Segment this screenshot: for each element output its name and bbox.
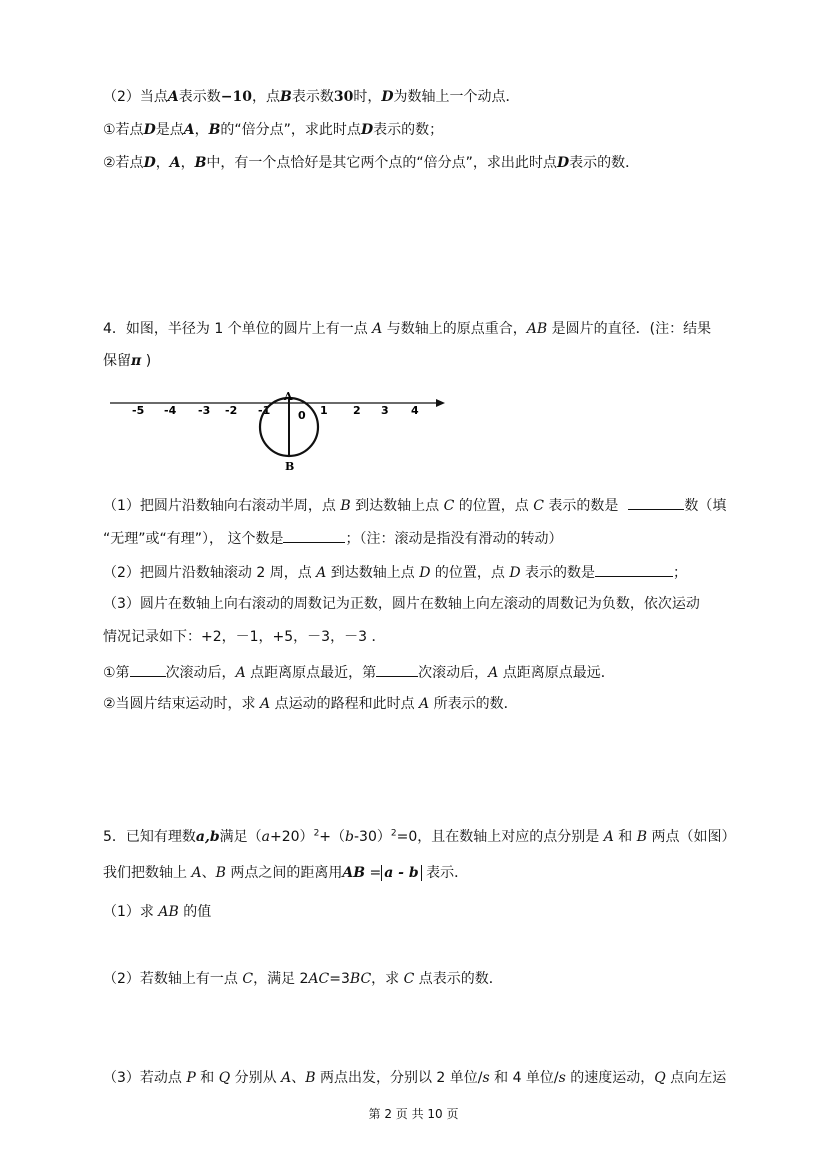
label-B: B [285,460,295,473]
q5-part1: （1）求 AB 的值 [103,904,212,920]
q4-part1-line2: “无理”或“有理”）， 这个数是 ；（注：滚动是指没有滑动的转动） [103,528,562,548]
q4-part3-line2: 情况记录如下：+2，－1，+5，－3，－3 ． [103,629,386,645]
q5-part2: （2）若数轴上有一点 C，满足 2AC=3BC，求 C 点表示的数． [103,971,503,987]
q4-stem-line1: 4．如图，半径为 1 个单位的圆片上有一点 A 与数轴上的原点重合，AB 是圆片的直径．(注：结果 [103,321,712,337]
q4-subquestion-1: ①第 次滚动后，A 点距离原点最近，第 次滚动后，A 点距离原点最远． [103,662,615,682]
q4-subquestion-2: ②当圆片结束运动时，求 A 点运动的路程和此时点 A 所表示的数． [103,696,518,712]
q5-stem-line1: 5．已知有理数a,b满足$(a+20)^2+(b-30)^2=0$，且在数轴上对应的点分别是 A 和 B 两点（如图） [103,828,736,845]
tick-label: -5 [132,404,145,417]
answer-blank[interactable] [595,562,673,577]
answer-blank[interactable] [628,495,684,510]
tick-label: 1 [320,404,328,417]
q5-stem-line2: 我们把数轴上 A、B 两点之间的距离用AB = a - b 表示． [103,865,469,881]
tick-label: 3 [381,404,389,417]
q3-subquestion-2: ②若点D，A，B中，有一个点恰好是其它两个点的“倍分点”，求出此时点D表示的数． [103,155,640,171]
q4-stem-line2: 保留π ) [103,353,152,369]
answer-blank[interactable] [376,662,418,677]
tick-label: 0 [298,409,306,422]
q4-part3-line1: （3）圆片在数轴上向右滚动的周数记为正数，圆片在数轴上向左滚动的周数记为负数，依次运动 [103,596,700,612]
tick-label: 2 [353,404,361,417]
q4-part1-line1: （1）把圆片沿数轴向右滚动半周，点 B 到达数轴上点 C 的位置，点 C 表示的数是 数（填 [103,495,726,515]
answer-blank[interactable] [130,662,166,677]
q3-part2: （2）当点A表示数−10，点B表示数30时，D为数轴上一个动点． [103,89,520,105]
tick-label: -4 [164,404,177,417]
q3-subquestion-1: ①若点D是点A，B的“倍分点”，求此时点D表示的数； [103,122,444,138]
q5-part3: （3）若动点 P 和 Q 分别从 A、B 两点出发，分别以 2 单位/s 和 4 单位/s 的速度运动，Q 点向左运 [103,1070,727,1086]
tick-labels [132,404,419,422]
q4-part2: （2）把圆片沿数轴滚动 2 周，点 A 到达数轴上点 D 的位置，点 D 表示的数是 ； [103,562,687,582]
answer-blank[interactable] [283,528,345,543]
page-footer: 第 2 页 共 10 页 [368,1107,459,1121]
tick-label: -3 [198,404,211,417]
label-A: A [284,390,293,403]
tick-label: 4 [411,404,419,417]
number-line-arrow [436,399,445,407]
tick-label: -1 [258,404,271,417]
tick-label: -2 [225,404,238,417]
number-line-figure [108,386,448,476]
